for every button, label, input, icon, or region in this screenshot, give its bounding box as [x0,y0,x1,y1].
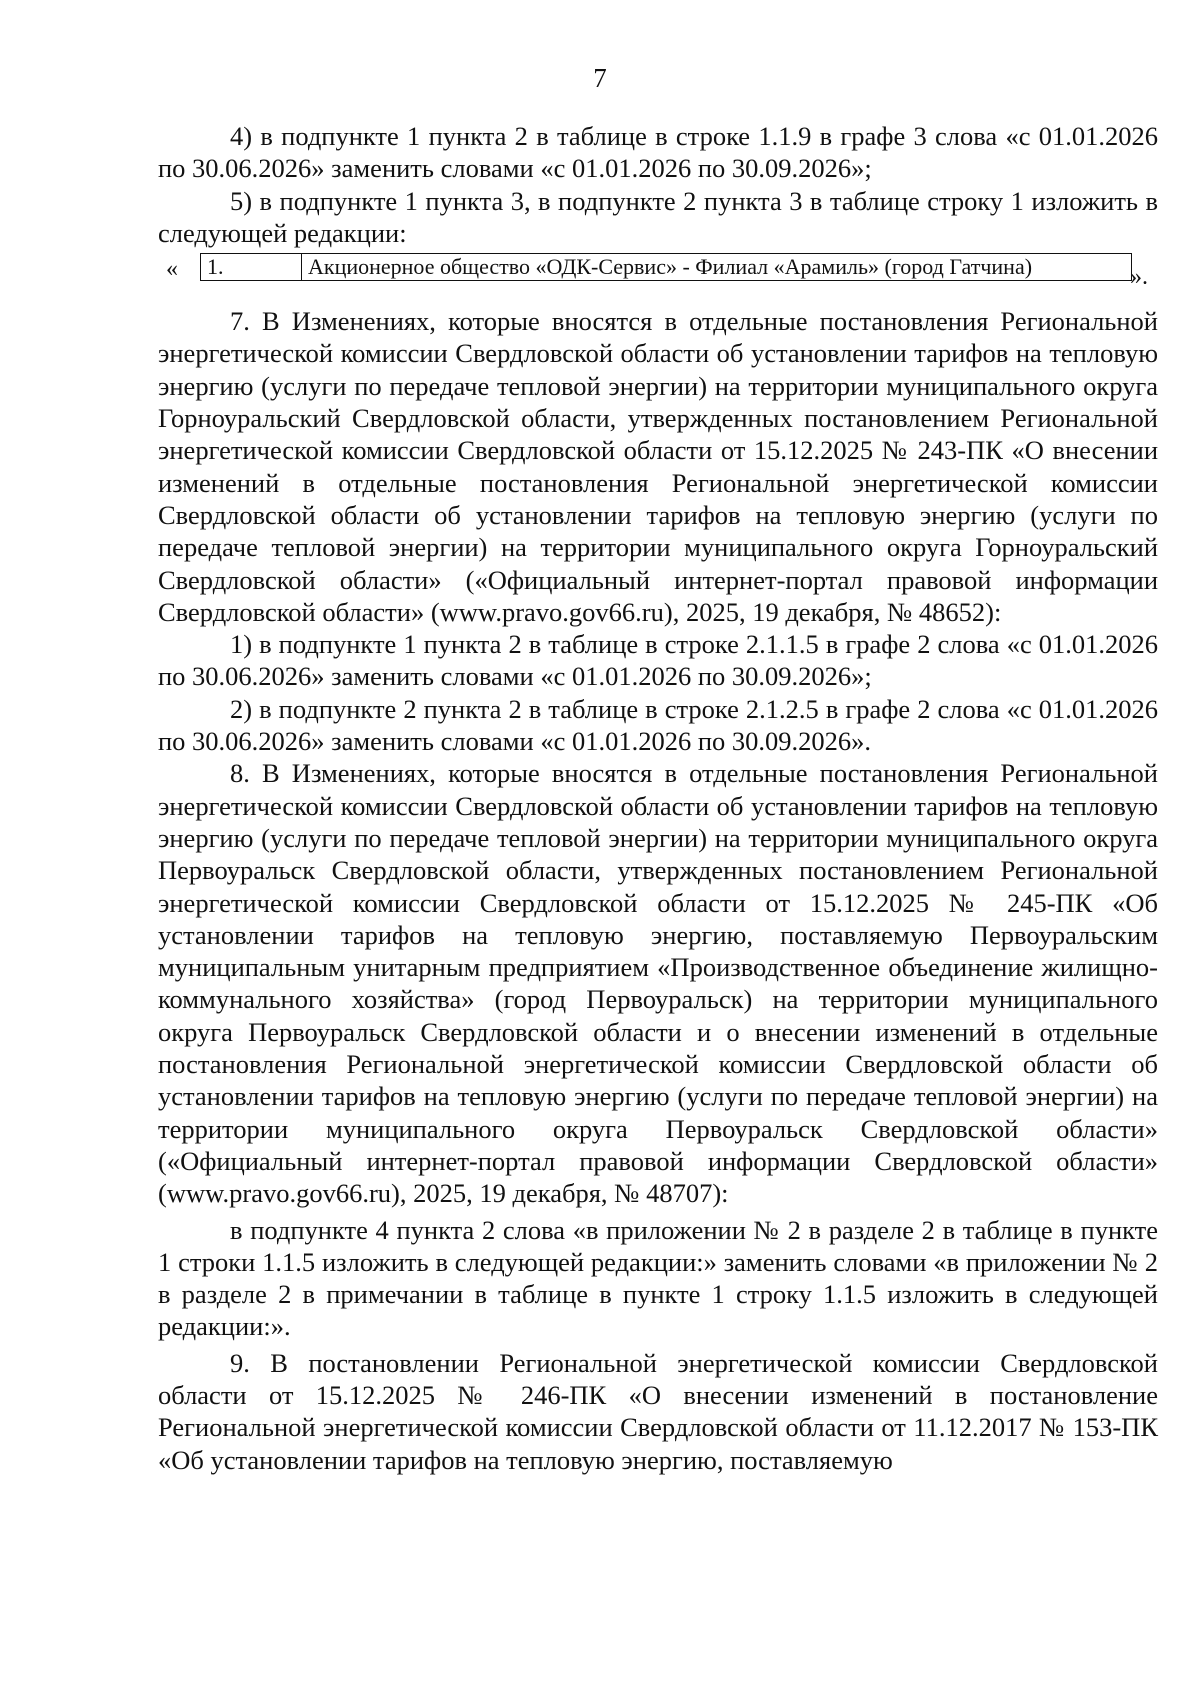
table-cell-organization: Акционерное общество «ОДК-Сервис» - Филиал «Арамиль» (город Гатчина) [302,254,1132,281]
paragraph-section-8: 8. В Изменениях, которые вносятся в отдельные постановления Региональной энергетической комиссии Свердловской области об установлении тарифов на тепловую энергию (услуги по передаче тепловой энергии) на территории муниципального округа Первоуральск Свердловской области, утвержденных постановлением Региональной энергетической комиссии Свердловской области от 15.12.2025 № 245-ПК «Об установлении тарифов на тепловую энергию, поставляемую Первоуральским муниципальным унитарным предприятием «Производственное объединение жилищно-коммунального хозяйства» (город Первоуральск) на территории муниципального округа Первоуральск Свердловской области и о внесении изменений в отдельные постановления Региональной энергетической комиссии Свердловской области об установлении тарифов на тепловую энергию (услуги по передаче тепловой энергии) на территории муниципального округа Первоуральск Свердловской области» («Официальный интернет-портал правовой информации Свердловской области» (www.pravo.gov66.ru), 2025, 19 декабря, № 48707): [158,758,1158,1209]
table-cell-number: 1. [201,254,302,281]
inserted-table-block [158,249,1158,305]
table-close-quote: ». [1130,264,1148,291]
paragraph-section-7-item-2: 2) в подпункте 2 пункта 2 в таблице в строке 2.1.2.5 в графе 2 слова «с 01.01.2026 по 30.06.2026» заменить словами «с 01.01.2026 по 30.09.2026». [158,693,1158,757]
paragraph-item-5: 5) в подпункте 1 пункта 3, в подпункте 2 пункта 3 в таблице строку 1 изложить в следующей редакции: [158,185,1158,248]
paragraph-item-4: 4) в подпункте 1 пункта 2 в таблице в строке 1.1.9 в графе 3 слова «с 01.01.2026 по 30.06.2026» заменить словами «с 01.01.2026 по 30.09.2026»; [158,121,1158,184]
table-open-quote: « [166,256,178,283]
paragraph-section-7-item-1: 1) в подпункте 1 пункта 2 в таблице в строке 2.1.1.5 в графе 2 слова «с 01.01.2026 по 30.06.2026» заменить словами «с 01.01.2026 по 30.09.2026»; [158,629,1158,692]
inserted-table [200,253,1132,281]
paragraph-section-9: 9. В постановлении Региональной энергетической комиссии Свердловской области от 15.12.2025 № 246-ПК «О внесении изменений в постановление Региональной энергетической комиссии Свердловской области от 11.12.2017 № 153-ПК «Об установлении тарифов на тепловую энергию, поставляемую [158,1347,1158,1475]
document-body [158,120,1158,1476]
paragraph-section-8-amendment: в подпункте 4 пункта 2 слова «в приложении № 2 в разделе 2 в таблице в пункте 1 строки 1.1.5 изложить в следующей редакции:» заменить словами «в приложении № 2 в разделе 2 в примечании в таблице в пункте 1 строку 1.1.5 изложить в следующей редакции:». [158,1214,1158,1342]
page-number: 7 [593,63,607,93]
paragraph-section-7: 7. В Изменениях, которые вносятся в отдельные постановления Региональной энергетической комиссии Свердловской области об установлении тарифов на тепловую энергию (услуги по передаче тепловой энергии) на территории муниципального округа Горноуральский Свердловской области, утвержденных постановлением Региональной энергетической комиссии Свердловской области от 15.12.2025 № 243-ПК «О внесении изменений в отдельные постановления Региональной энергетической комиссии Свердловской области об установлении тарифов на тепловую энергию (услуги по передаче тепловой энергии) на территории муниципального округа Горноуральский Свердловской области» («Официальный интернет-портал правовой информации Свердловской области» (www.pravo.gov66.ru), 2025, 19 декабря, № 48652): [158,306,1158,627]
table-row [201,254,1132,281]
